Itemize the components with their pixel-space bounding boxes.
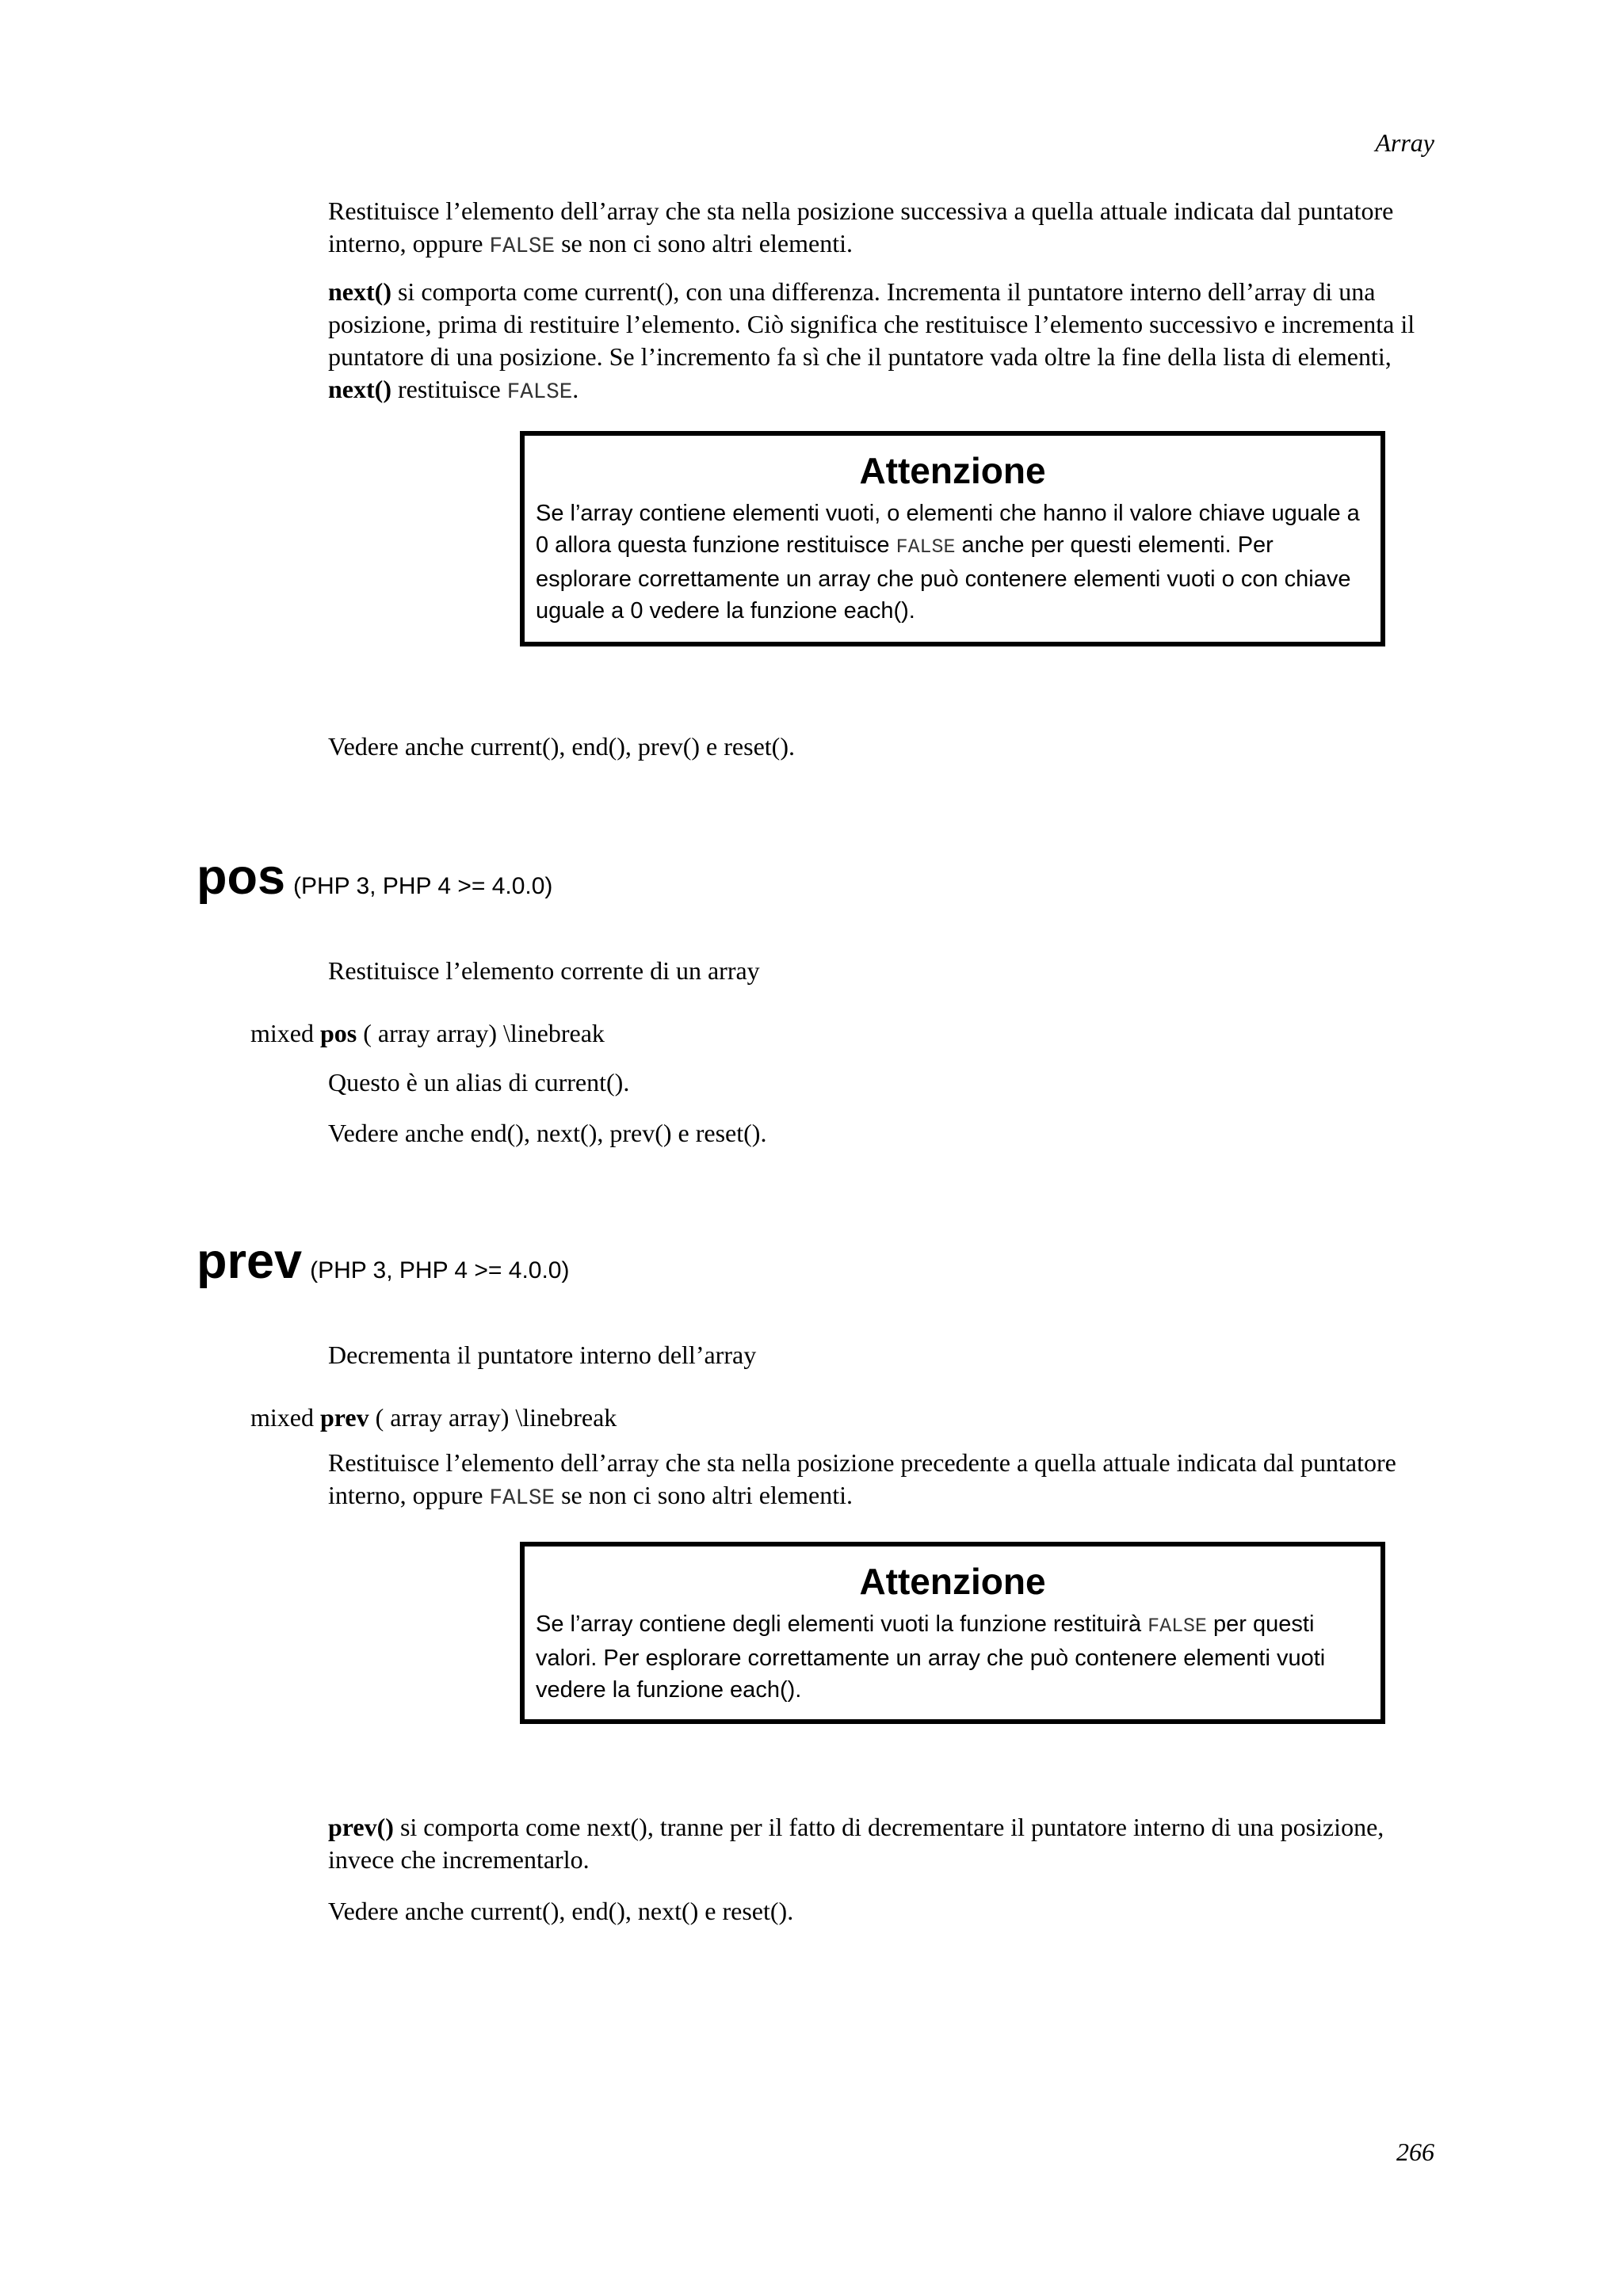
false-constant: FALSE [489,235,556,259]
false-constant: FALSE [896,536,956,559]
prev-synopsis [250,1402,617,1434]
next-behaviour [328,276,1438,409]
false-constant: FALSE [1148,1615,1207,1638]
text-run: si comporta come current(), con una differenza. Incrementa il puntatore interno dell’array di una posizione, prima di restituire l’elemento. Ciò significa che restituisce l’elemento successivo e incrementa il puntatore di una posizione. Se l’incremento fa sì che il puntatore vada oltre la fine della lista di elementi, [328,277,1415,371]
version-info: (PHP 3, PHP 4 >= 4.0.0) [310,1257,570,1283]
warning-box-prev [520,1542,1385,1724]
function-name: prev [319,1403,369,1432]
warning-body [525,1604,1381,1715]
see-also-next: Vedere anche current(), end(), prev() e reset(). [328,732,795,761]
text-run: Restituisce l’elemento dell’array che sta nella posizione successiva a quella attuale indicata dal puntatore interno, oppure [328,196,1394,257]
warning-body [525,493,1381,636]
prev-summary: Decrementa il puntatore interno dell’array [328,1341,757,1369]
pos-summary: Restituisce l’elemento corrente di un array [328,956,760,985]
warning-title: Attenzione [859,450,1046,491]
false-constant: FALSE [506,380,573,405]
running-header: Array [1375,128,1434,157]
page-number: 266 [1396,2138,1434,2166]
warning-title: Attenzione [859,1561,1046,1602]
function-ref-prev: prev() [328,1813,394,1841]
function-name: pos [197,849,286,905]
function-heading-pos [197,849,552,905]
text-run: Restituisce l’elemento dell’array che sta nella posizione precedente a quella attuale indicata dal puntatore interno, oppure [328,1448,1396,1509]
parameters: ( array array) \linebreak [357,1019,605,1047]
function-ref-next: next() [328,375,391,403]
pos-synopsis [250,1017,605,1050]
warning-box-next [520,431,1385,646]
return-type: mixed [250,1403,320,1432]
text-run: Se l’array contiene elementi vuoti, o elementi che hanno il valore chiave uguale a 0 allora questa funzione restituisce [536,501,1360,558]
function-name: pos [319,1019,357,1047]
text-run: anche per questi elementi. Per esplorare correttamente un array che può contenere elementi vuoti o con chiave uguale a 0 vedere la funzione each(). [536,532,1351,624]
prev-description [328,1447,1438,1515]
see-also-prev: Vedere anche current(), end(), next() e reset(). [328,1897,794,1925]
text-run: se non ci sono altri elementi. [555,1481,853,1509]
text-run: si comporta come next(), tranne per il fatto di decrementare il puntatore interno di una posizione, invece che incrementarlo. [328,1813,1384,1874]
pos-alias: Questo è un alias di current(). [328,1068,630,1097]
text-run: . [572,375,579,403]
text-run: se non ci sono altri elementi. [555,229,853,257]
see-also-pos: Vedere anche end(), next(), prev() e reset(). [328,1119,767,1147]
text-run: Se l’array contiene degli elementi vuoti la funzione restituirà [536,1611,1148,1637]
function-heading-prev [197,1234,570,1289]
text-run: restituisce [391,375,507,403]
function-ref-next: next() [328,277,391,306]
prev-behaviour [328,1811,1438,1876]
parameters: ( array array) \linebreak [369,1403,617,1432]
version-info: (PHP 3, PHP 4 >= 4.0.0) [293,873,553,899]
function-name: prev [197,1234,303,1289]
text-run: per questi valori. Per esplorare correttamente un array che può contenere elementi vuoti vedere la funzione each(). [536,1611,1326,1703]
return-type: mixed [250,1019,320,1047]
next-description [328,195,1438,263]
false-constant: FALSE [489,1486,556,1511]
